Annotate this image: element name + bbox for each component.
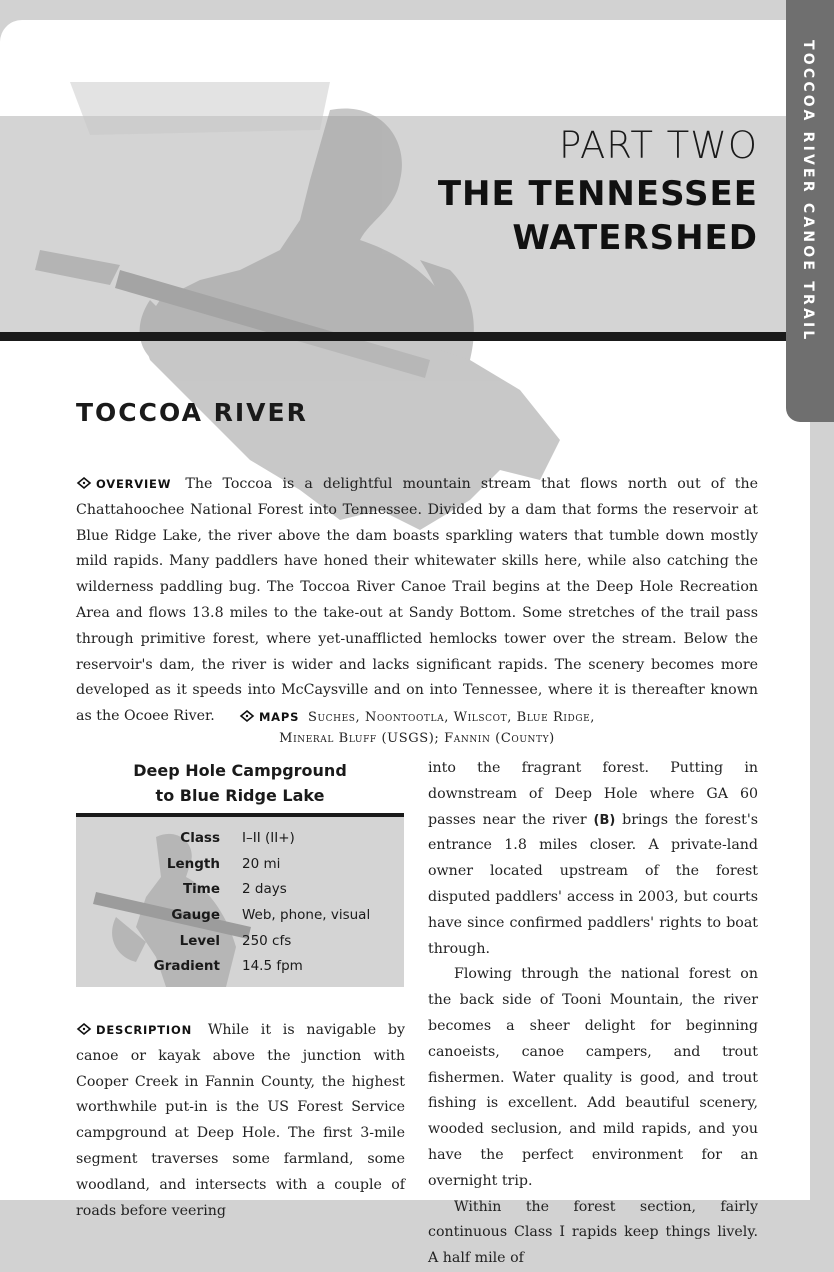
info-row-class: Class I–II (II+) xyxy=(180,829,295,846)
overview-paragraph xyxy=(76,472,758,730)
segment-info-box xyxy=(76,813,404,987)
description-paragraph xyxy=(76,1018,405,1224)
segment-info-rows xyxy=(76,825,404,979)
map-marker-b: (B) xyxy=(593,812,616,828)
maps-line-1 xyxy=(76,707,758,728)
description-text: While it is navigable by canoe or kayak above the junction with Cooper Creek in Fannin County, the highest worthwhile put-in is the US Forest Service campground at Deep Hole. The first 3-mile segment traverses some farmland, some woodland, and intersects with a couple of roads before veering xyxy=(76,1022,406,1219)
info-row-length: Length 20 mi xyxy=(166,855,281,872)
side-tab-label: TOCCOA RIVER CANOE TRAIL xyxy=(800,40,816,343)
part-title: THE TENNESSEE WATERSHED xyxy=(437,174,758,258)
paddle-diamond-icon xyxy=(76,477,92,489)
section-title: TOCCOA RIVER xyxy=(76,398,308,427)
header-rule xyxy=(0,332,790,341)
segment-title-line-2: to Blue Ridge Lake xyxy=(155,786,325,805)
segment-title xyxy=(76,758,404,808)
right-column-text xyxy=(428,756,758,1272)
description-keyword: DESCRIPTION xyxy=(96,1023,193,1037)
overview-text: The Toccoa is a delightful mountain stream that flows north out of the Chattahoochee National Forest into Tennessee. Divided by a dam that forms the reservoir at Blue Ridge Lake, the river above the dam boasts sparkling waters that tumble down mostly mild rapids. Many paddlers have honed their whitewater skills here, while also catching the wilderness paddling bug. The Toccoa River Canoe Trail begins at the Deep Hole Recreation Area and flows 13.8 miles to the take-out at Sandy Bottom. Some stretches of the trail pass through primitive forest, where yet-unafflicted hemlocks tower over the stream. Below the reservoir's dam, the river is wider and lacks significant rapids. The scenery becomes more developed as it speeds into McCaysville and on into Tennessee, where it is thereafter known as the Ocoee River. xyxy=(76,476,758,725)
maps-text-line-2: Mineral Bluff (USGS); Fannin (County) xyxy=(279,731,555,746)
info-row-gauge: Gauge Web, phone, visual xyxy=(171,906,371,923)
chapter-side-tab xyxy=(786,0,834,422)
maps-block xyxy=(76,707,758,749)
right-paragraph-3: Within the forest section, fairly continuous Class I rapids keep things lively. A half mile of xyxy=(428,1198,758,1267)
right-paragraph-2: Flowing through the national forest on the back side of Tooni Mountain, the river becomes a sheer delight for beginning canoeists, canoe campers, and trout fishermen. Water quality is good, and trout fishing is excellent. Add beautiful scenery, wooded seclusion, and mild rapids, and you have the perfect environment for an overnight trip. xyxy=(428,966,758,1189)
part-label: PART TWO xyxy=(559,124,758,167)
book-page xyxy=(0,20,810,1267)
info-row-gradient: Gradient 14.5 fpm xyxy=(153,958,303,975)
maps-text-line-1: Suches, Noontootla, Wilscot, Blue Ridge, xyxy=(307,710,596,725)
paddle-diamond-icon xyxy=(76,1023,92,1035)
info-row-time: Time 2 days xyxy=(182,881,287,898)
paddle-diamond-icon xyxy=(239,710,255,722)
segment-title-line-1: Deep Hole Campground xyxy=(133,761,347,780)
right-paragraph-1: into the fragrant forest. Putting in downstream of Deep Hole where GA 60 passes near the river (B) brings the forest's entrance 1.8 miles closer. A private-land owner located upstream of the forest disputed paddlers' access in 2003, but courts have since confirmed paddlers' rights to boat through. xyxy=(428,760,758,957)
maps-keyword: MAPS xyxy=(258,710,300,724)
overview-keyword: OVERVIEW xyxy=(96,477,172,491)
info-row-level: Level 250 cfs xyxy=(179,932,292,949)
